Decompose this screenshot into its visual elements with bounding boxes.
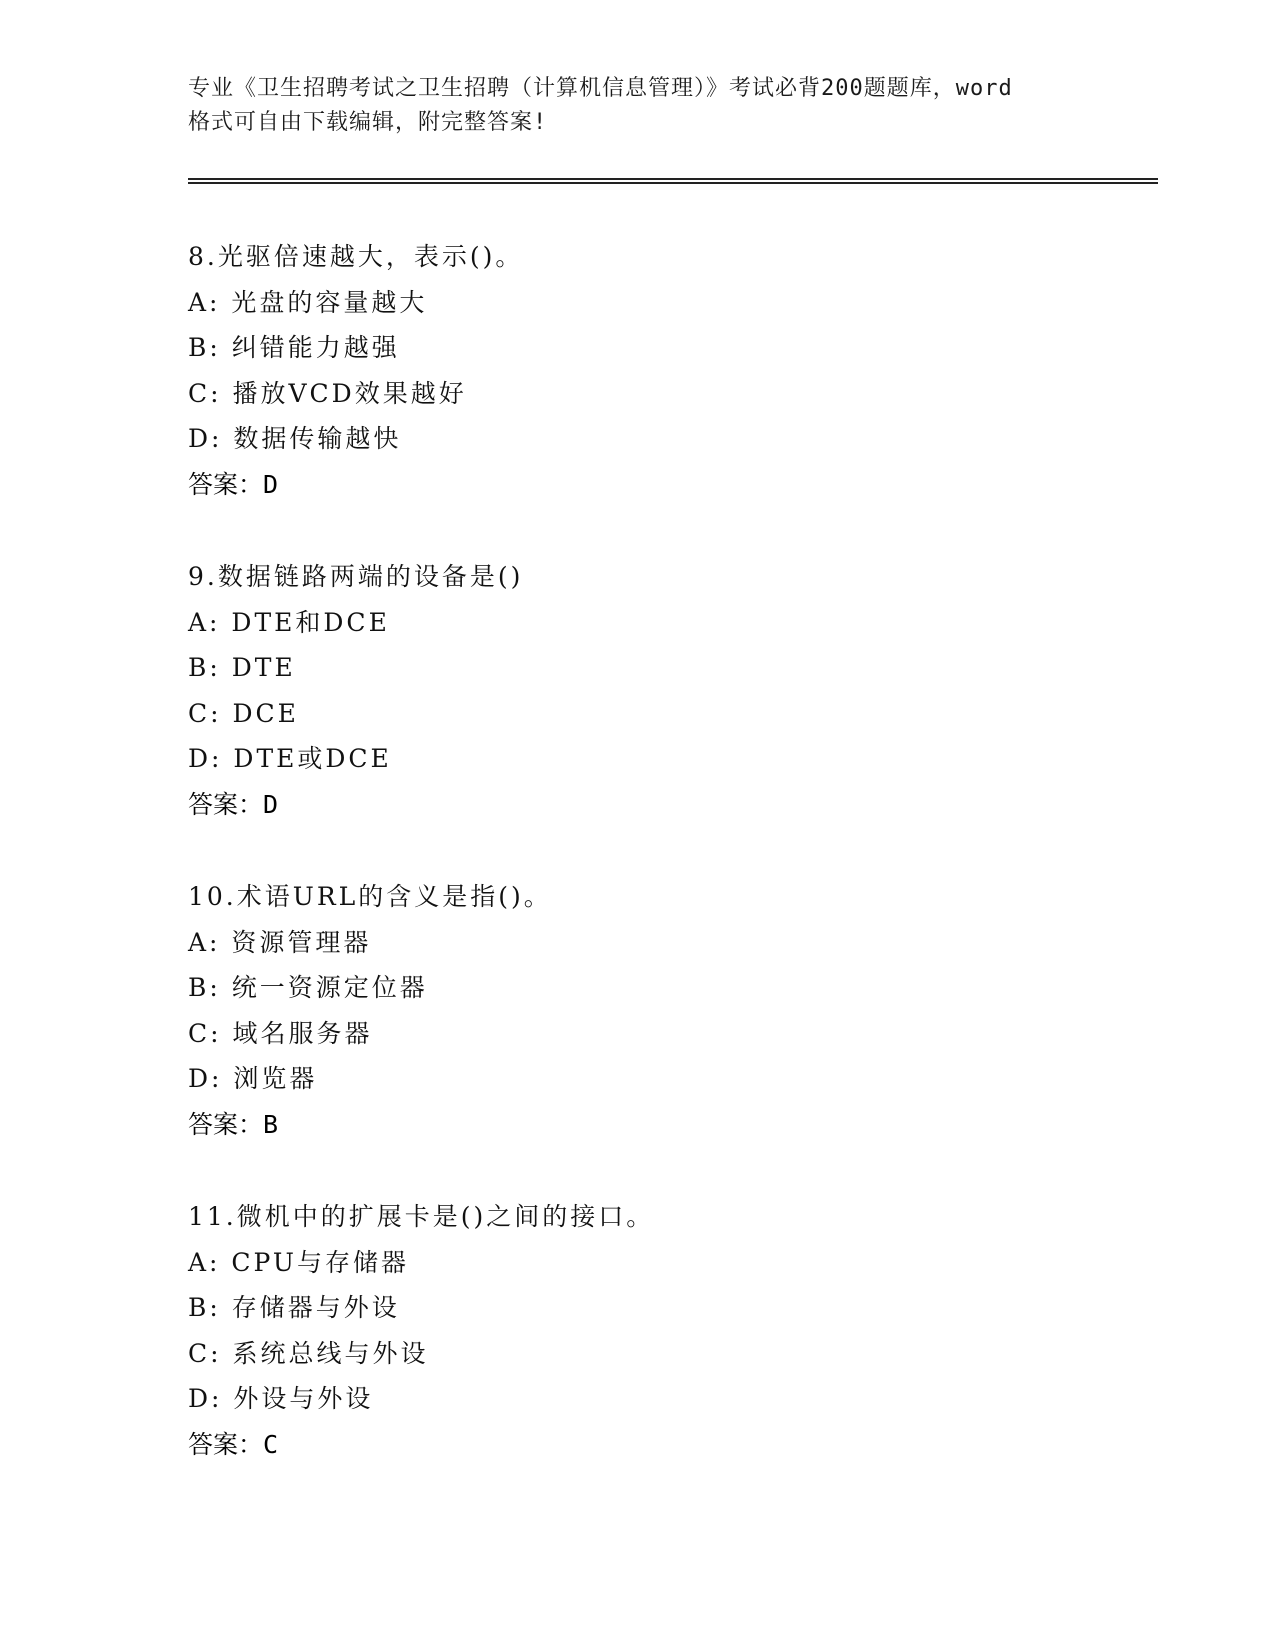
question-block (188, 234, 1088, 507)
question-stem: 11.微机中的扩展卡是()之间的接口。 (188, 1202, 655, 1231)
option-b: B: 存储器与外设 (188, 1293, 400, 1322)
question-stem: 9.数据链路两端的设备是() (188, 562, 524, 591)
header-divider (188, 178, 1158, 184)
option-d: D: DTE或DCE (188, 744, 392, 773)
option-b: B: 统一资源定位器 (188, 973, 428, 1002)
option-a: A: CPU与存储器 (188, 1247, 410, 1277)
question-stem: 10.术语URL的含义是指()。 (188, 882, 552, 911)
option-a: A: 资源管理器 (188, 927, 372, 957)
question-stem: 8.光驱倍速越大，表示()。 (188, 242, 524, 271)
answer-line: 答案：D (188, 789, 279, 819)
option-d: D: 浏览器 (188, 1064, 318, 1093)
option-d: D: 数据传输越快 (188, 424, 402, 453)
header-line-2: 格式可自由下载编辑，附完整答案! (188, 110, 548, 135)
answer-line: 答案：C (188, 1429, 279, 1459)
option-c: C: 播放VCD效果越好 (188, 378, 467, 408)
option-c: C: 域名服务器 (188, 1018, 373, 1048)
question-block (188, 874, 1088, 1147)
option-d: D: 外设与外设 (188, 1384, 374, 1413)
option-c: C: 系统总线与外设 (188, 1338, 429, 1368)
question-block (188, 554, 1088, 827)
option-a: A: 光盘的容量越大 (188, 287, 428, 317)
question-block (188, 1194, 1088, 1467)
option-a: A: DTE和DCE (188, 607, 390, 637)
option-b: B: DTE (188, 653, 296, 682)
document-header (188, 72, 1088, 140)
answer-line: 答案：B (188, 1109, 279, 1139)
header-line-1: 专业《卫生招聘考试之卫生招聘（计算机信息管理）》考试必背200题题库，word (188, 76, 1013, 101)
answer-line: 答案：D (188, 469, 279, 499)
option-b: B: 纠错能力越强 (188, 333, 400, 362)
option-c: C: DCE (188, 698, 299, 728)
